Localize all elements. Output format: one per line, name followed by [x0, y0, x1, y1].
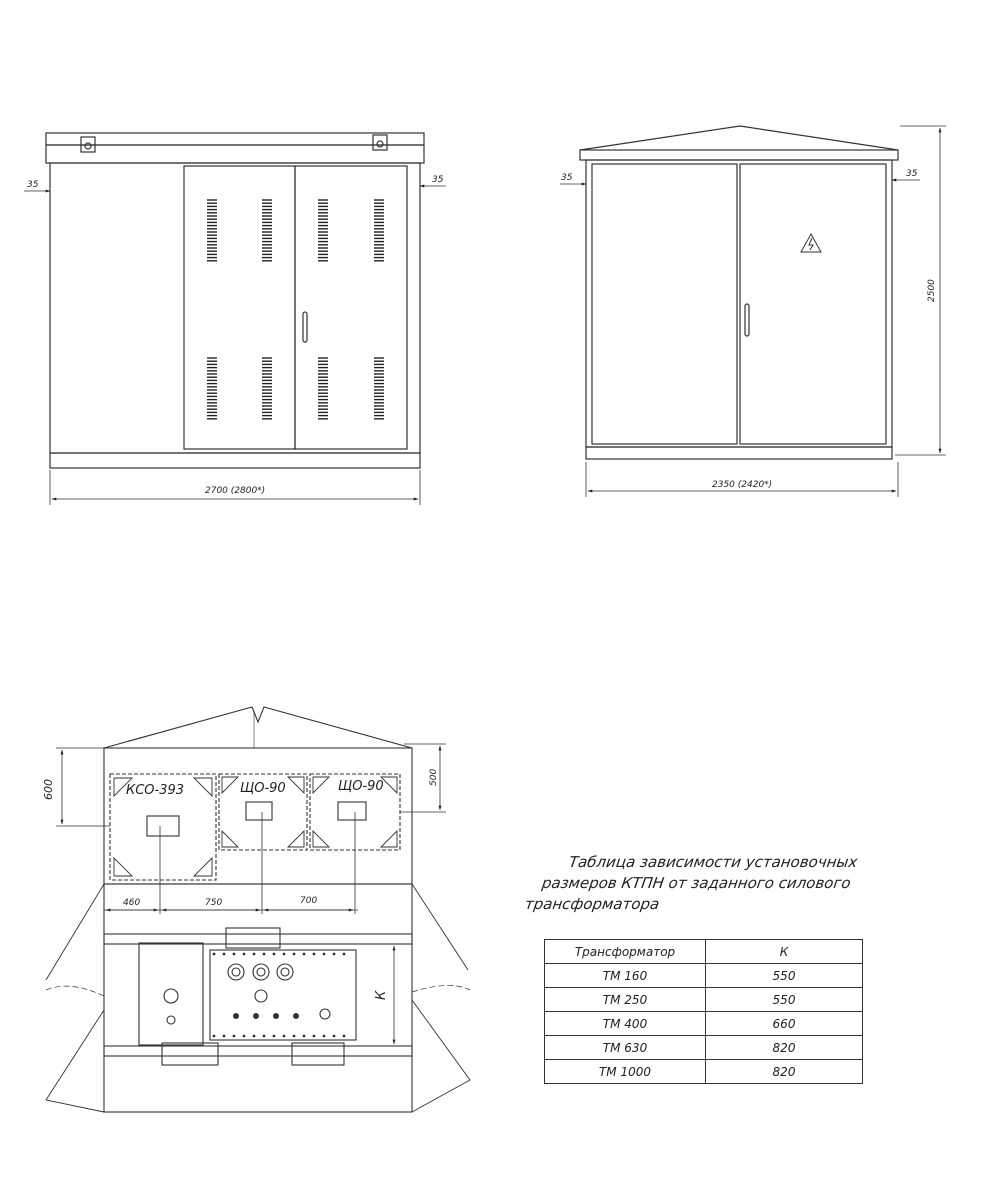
header-k: К	[706, 940, 863, 964]
cell-k: 660	[706, 1012, 863, 1036]
bolt	[313, 1035, 316, 1038]
cell-k: 550	[706, 988, 863, 1012]
table-title-line-3: трансформатора	[523, 895, 661, 913]
cell-transformer: ТМ 1000	[545, 1060, 706, 1084]
side-door-right	[740, 164, 886, 444]
side-width-dim: 2350 (2420*)	[712, 480, 773, 490]
terminal	[253, 1013, 259, 1019]
terminal	[293, 1013, 299, 1019]
table-row	[545, 1060, 863, 1084]
side-base	[586, 447, 892, 459]
cell-transformer: ТМ 400	[545, 1012, 706, 1036]
bolt	[303, 1035, 306, 1038]
bolt	[243, 953, 246, 956]
bolt	[323, 953, 326, 956]
bolt	[263, 1035, 266, 1038]
spacing-dim-1: 460	[123, 898, 141, 908]
plan-door-right	[412, 884, 470, 1112]
side-dimensions	[560, 126, 946, 497]
front-door-left	[184, 166, 295, 449]
bolt	[333, 1035, 336, 1038]
plan-view	[46, 707, 470, 1112]
bolt	[283, 953, 286, 956]
table-row	[545, 988, 863, 1012]
bolt	[293, 1035, 296, 1038]
plan-door-left	[46, 884, 104, 1112]
front-base	[50, 453, 420, 468]
bolt	[273, 1035, 276, 1038]
plan-roof-outline	[104, 707, 412, 748]
bolt	[233, 953, 236, 956]
bolt	[333, 953, 336, 956]
bolt	[243, 1035, 246, 1038]
side-roof	[580, 126, 898, 150]
bolt	[303, 953, 306, 956]
bolt	[263, 953, 266, 956]
door-handle	[303, 312, 307, 342]
side-view	[580, 126, 898, 459]
terminal	[273, 1013, 279, 1019]
header-transformer: Трансформатор	[545, 940, 706, 964]
cell-k: 820	[706, 1060, 863, 1084]
side-offset-right: 35	[906, 169, 918, 179]
cabinet-label-1: КСО-393	[126, 783, 185, 798]
bolt	[213, 953, 216, 956]
front-view	[46, 133, 424, 468]
cabinet-label-2: ЩО-90	[240, 781, 286, 796]
side-door-left	[592, 164, 737, 444]
table-row	[545, 1036, 863, 1060]
bolt	[223, 1035, 226, 1038]
front-body	[50, 163, 420, 453]
table-header-row	[545, 940, 863, 964]
depth-left-dim: 600	[42, 779, 55, 800]
side-body	[586, 160, 892, 447]
table-title-line-2: размеров КТПН от заданного силового	[540, 874, 852, 892]
bolt	[253, 953, 256, 956]
front-door-right	[295, 166, 407, 449]
bolt	[273, 953, 276, 956]
bolt	[253, 1035, 256, 1038]
bolt	[283, 1035, 286, 1038]
high-voltage-warning-icon	[801, 234, 821, 252]
bolt	[213, 1035, 216, 1038]
table-row	[545, 1012, 863, 1036]
side-roof-band	[580, 150, 898, 160]
cell-transformer: ТМ 160	[545, 964, 706, 988]
bolt	[233, 1035, 236, 1038]
cell-k: 550	[706, 964, 863, 988]
front-roof-band	[46, 145, 424, 163]
bolt	[293, 953, 296, 956]
front-width-dim: 2700 (2800*)	[205, 486, 266, 496]
table-title	[524, 852, 873, 915]
front-offset-left: 35	[27, 180, 39, 190]
cell-transformer: ТМ 250	[545, 988, 706, 1012]
bolt	[323, 1035, 326, 1038]
front-offset-right: 35	[432, 175, 444, 185]
terminal	[233, 1013, 239, 1019]
cell-k: 820	[706, 1036, 863, 1060]
k-dimension-label: К	[374, 990, 389, 1000]
spacing-dim-2: 750	[205, 898, 223, 908]
front-roof-top	[46, 133, 424, 145]
bolt	[343, 1035, 346, 1038]
transformer-dimension-table	[544, 939, 863, 1084]
transformer-tank	[210, 950, 356, 1040]
side-door-handle	[745, 304, 749, 336]
cabinet-label-3: ЩО-90	[338, 779, 384, 794]
spacing-dim-3: 700	[300, 896, 318, 906]
lifting-eye-right	[373, 135, 387, 150]
table-row	[545, 964, 863, 988]
table-title-line-1: Таблица зависимости установочных	[567, 853, 859, 871]
side-height-dim: 2500	[927, 279, 937, 302]
bolt	[223, 953, 226, 956]
bolt	[343, 953, 346, 956]
plan-transformer-room	[104, 884, 412, 1112]
bolt	[313, 953, 316, 956]
transformer	[104, 928, 412, 1065]
cell-transformer: ТМ 630	[545, 1036, 706, 1060]
depth-right-dim: 500	[429, 768, 439, 786]
transformer-expander	[139, 943, 203, 1045]
front-dimensions	[24, 186, 446, 505]
side-offset-left: 35	[561, 173, 573, 183]
